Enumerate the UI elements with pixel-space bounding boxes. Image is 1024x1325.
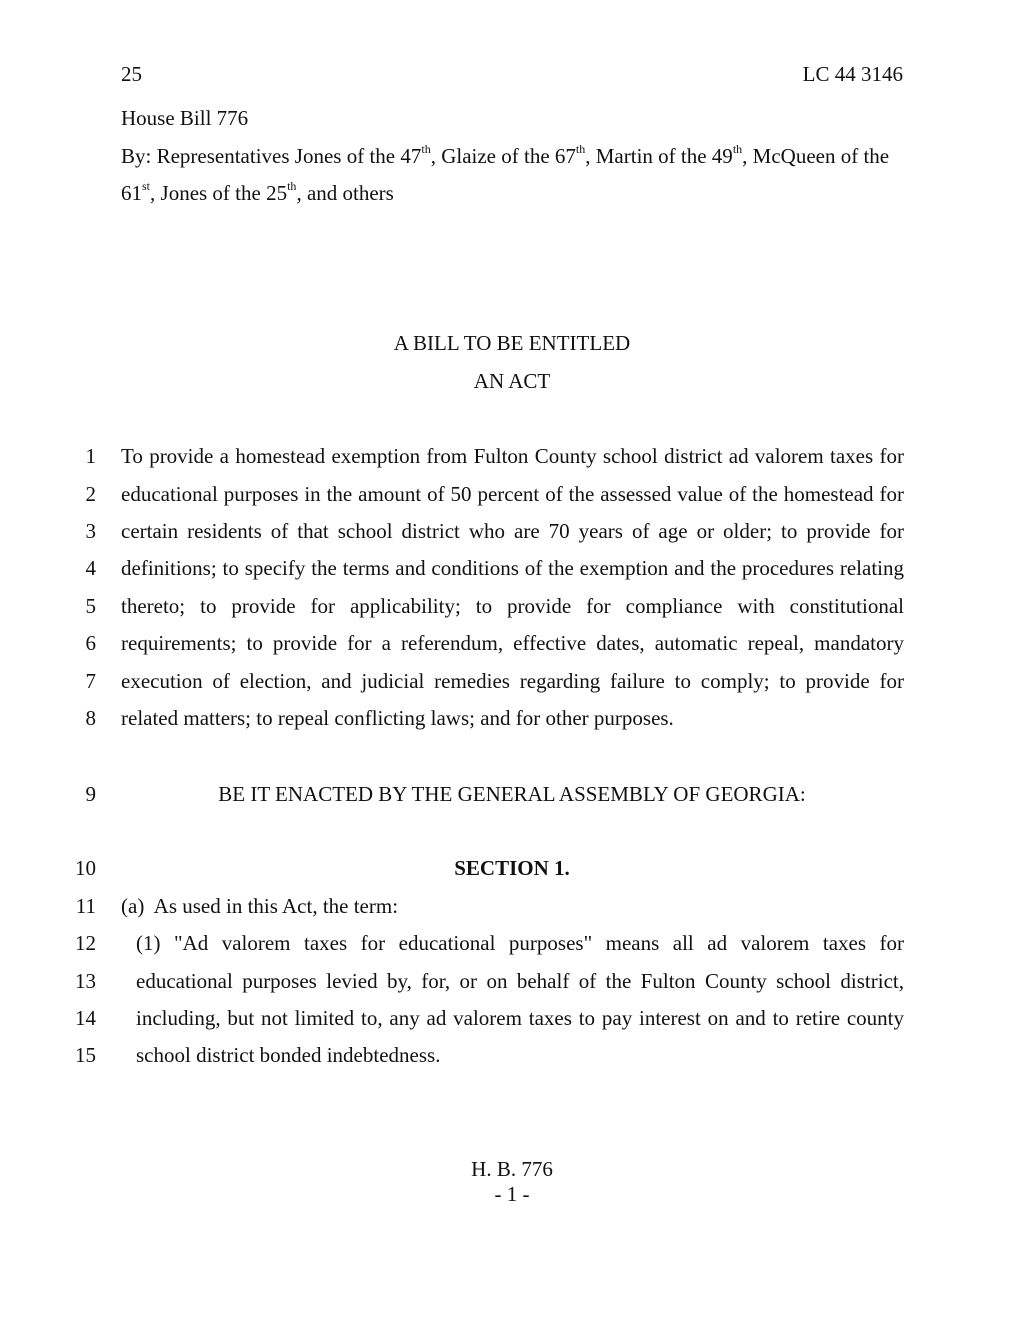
sponsors-line-2 <box>121 181 394 206</box>
bill-heading: A BILL TO BE ENTITLED <box>393 331 631 355</box>
sponsors-text: 61 <box>121 181 142 205</box>
sponsors-text: , Glaize of the 67 <box>430 144 576 168</box>
ordinal-suffix: th <box>575 142 586 156</box>
line-text: To provide a homestead exemption from Fulton County school district ad valorem taxes for <box>121 444 904 468</box>
sponsors-text: , Martin of the 49 <box>585 144 733 168</box>
sponsors-text: , and others <box>296 181 394 205</box>
line-number: 15 <box>75 1043 96 1067</box>
page-number: - 1 - <box>494 1182 530 1206</box>
session-code: 25 <box>121 62 142 86</box>
line-text: related matters; to repeal conflicting laws; and for other purposes. <box>121 706 674 730</box>
line-number: 13 <box>75 969 96 993</box>
line-number: 12 <box>75 931 96 955</box>
sponsors-text: By: Representatives Jones of the 47 <box>121 144 422 168</box>
section-heading: SECTION 1. <box>454 856 570 880</box>
line-number: 3 <box>85 519 96 543</box>
lc-code: LC 44 3146 <box>802 62 903 86</box>
line-number: 5 <box>85 594 96 618</box>
footer-bill-ref: H. B. 776 <box>471 1157 553 1181</box>
ordinal-suffix: th <box>732 142 743 156</box>
enacting-clause: BE IT ENACTED BY THE GENERAL ASSEMBLY OF GEORGIA: <box>218 782 806 806</box>
sponsors-line-1 <box>121 144 889 169</box>
line-text: educational purposes levied by, for, or on behalf of the Fulton County school district, <box>136 969 904 993</box>
line-number: 11 <box>75 894 96 918</box>
line-text: thereto; to provide for applicability; to provide for compliance with constitutional <box>121 594 904 618</box>
line-number: 7 <box>85 669 96 693</box>
sponsors-text: , McQueen of the <box>742 144 890 168</box>
line-text: (a) As used in this Act, the term: <box>121 894 399 918</box>
line-number: 6 <box>85 631 96 655</box>
line-text: including, but not limited to, any ad valorem taxes to pay interest on and to retire county <box>136 1006 904 1030</box>
ordinal-suffix: st <box>142 179 151 193</box>
sponsors-text: , Jones of the 25 <box>150 181 288 205</box>
ordinal-suffix: th <box>421 142 431 156</box>
line-text: execution of election, and judicial remedies regarding failure to comply; to provide for <box>121 669 904 693</box>
bill-title: House Bill 776 <box>121 106 249 130</box>
line-text: (1) "Ad valorem taxes for educational purposes" means all ad valorem taxes for <box>136 931 904 955</box>
line-text: certain residents of that school district who are 70 years of age or older; to provide for <box>121 519 904 543</box>
line-number: 4 <box>85 556 96 580</box>
act-heading: AN ACT <box>473 369 551 393</box>
line-text: requirements; to provide for a referendum, effective dates, automatic repeal, mandatory <box>121 631 904 655</box>
line-text: educational purposes in the amount of 50 percent of the assessed value of the homestead for <box>121 482 904 506</box>
line-number: 1 <box>85 444 96 468</box>
ordinal-suffix: th <box>287 179 297 193</box>
line-number: 10 <box>75 856 96 880</box>
line-number: 9 <box>85 782 96 806</box>
line-text: definitions; to specify the terms and conditions of the exemption and the procedures relating <box>121 556 904 580</box>
line-number: 2 <box>85 482 96 506</box>
line-text: school district bonded indebtedness. <box>136 1043 441 1067</box>
line-number: 14 <box>75 1006 96 1030</box>
line-number: 8 <box>85 706 96 730</box>
